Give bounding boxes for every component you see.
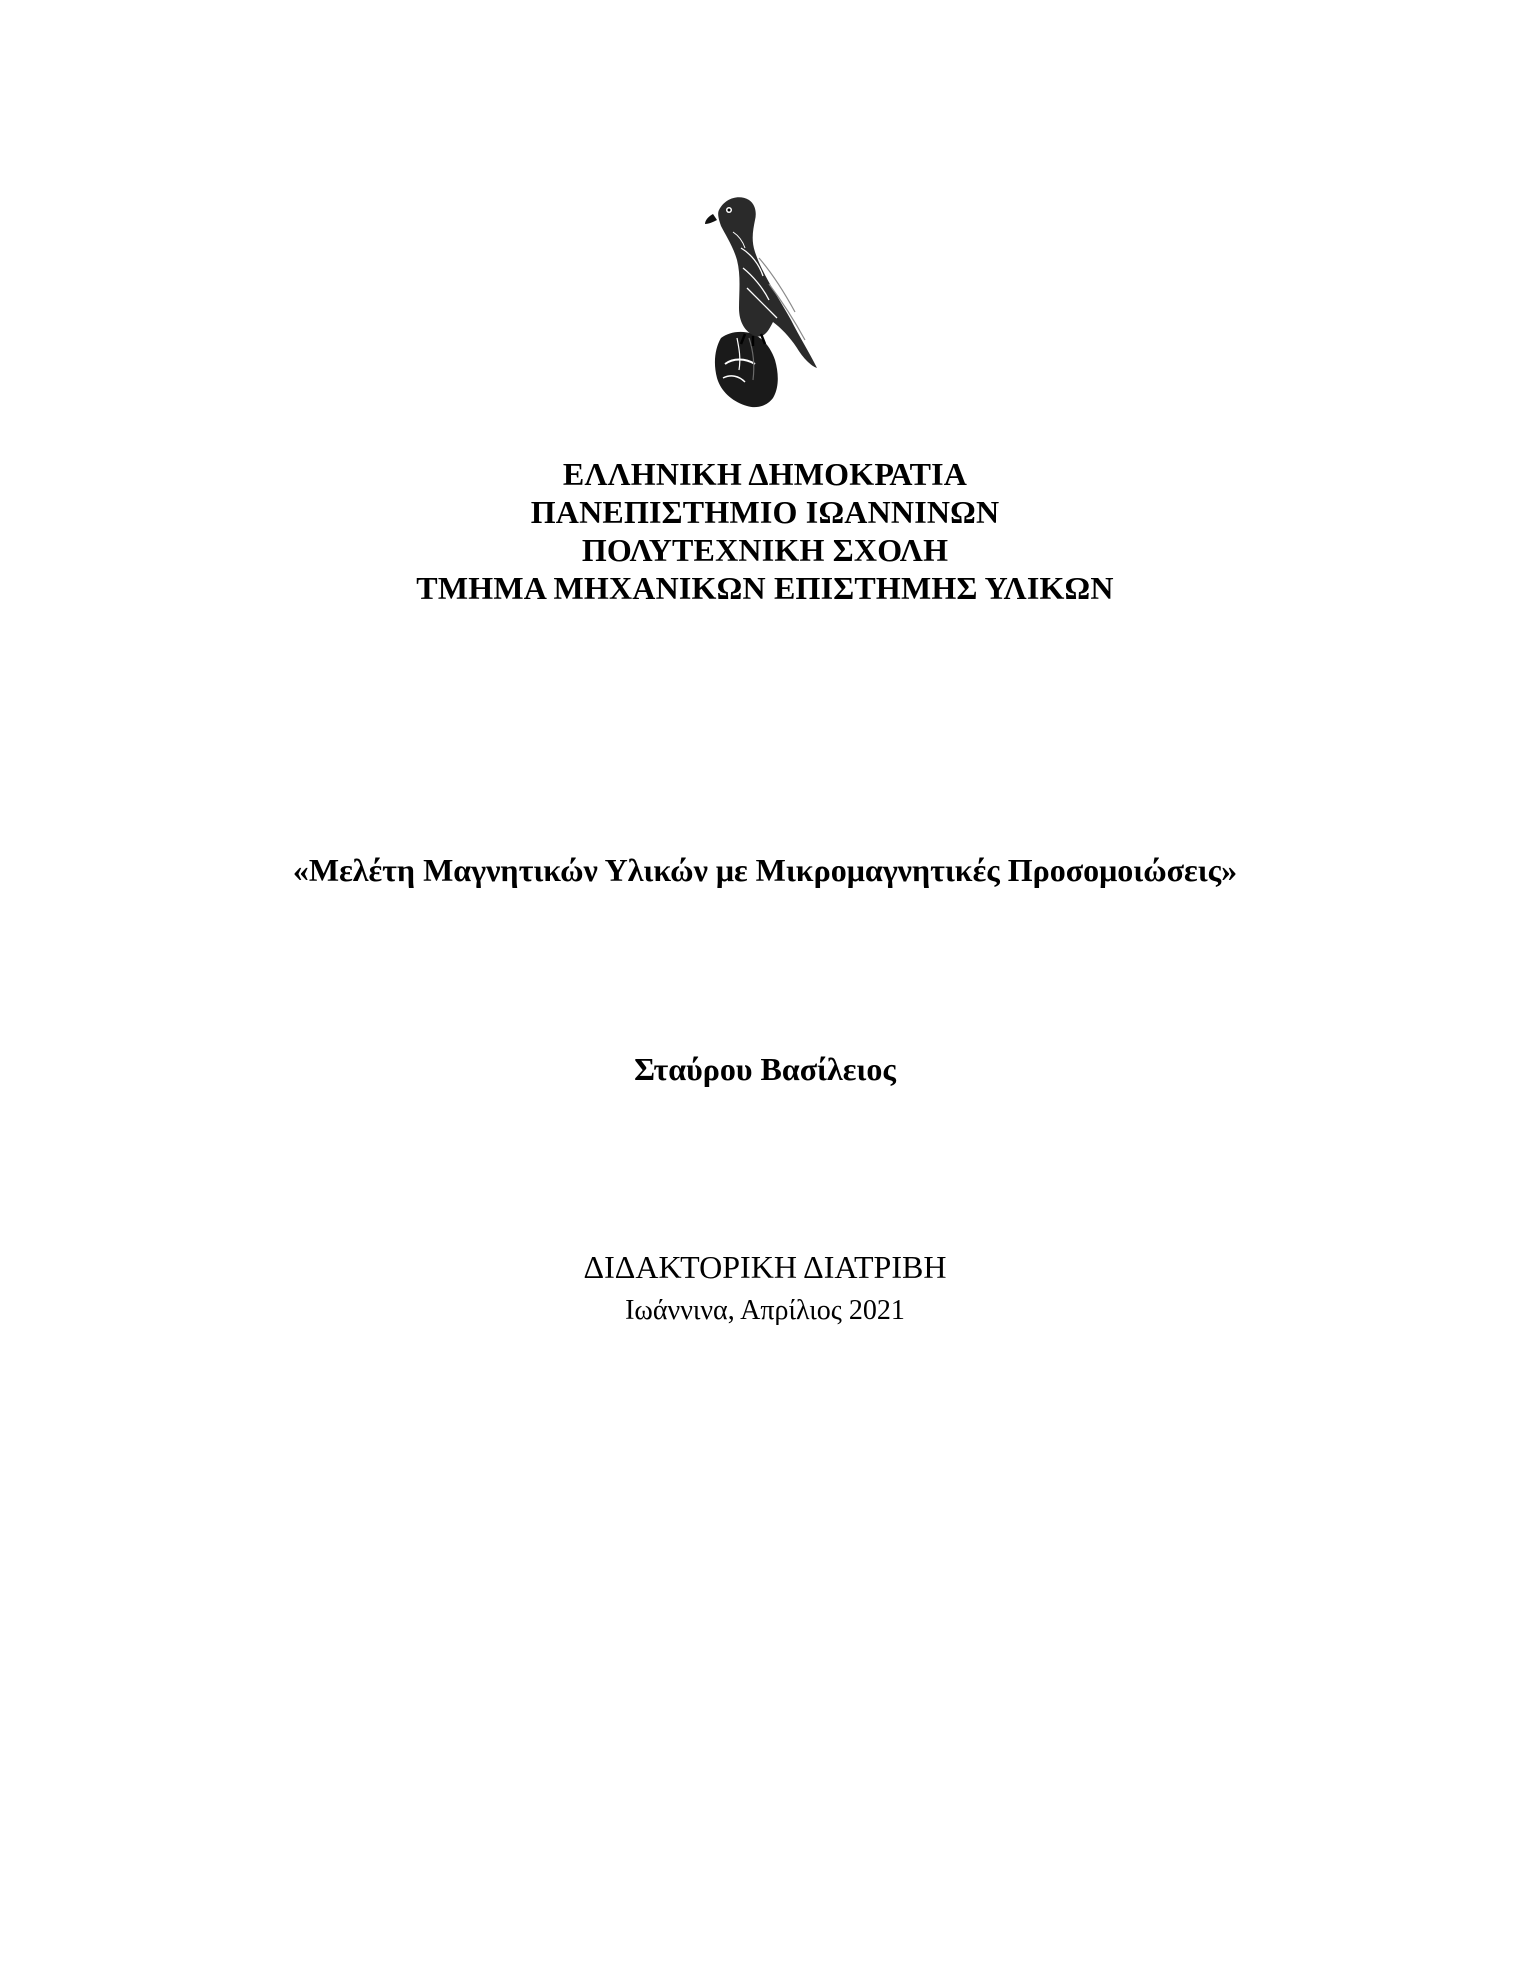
department-name: ΤΜΗΜΑ ΜΗΧΑΝΙΚΩΝ ΕΠΙΣΤΗΜΗΣ ΥΛΙΚΩΝ: [416, 570, 1114, 606]
university-name: ΠΑΝΕΠΙΣΤΗΜΙΟ ΙΩΑΝΝΙΝΩΝ: [530, 494, 1000, 530]
thesis-title: «Μελέτη Μαγνητικών Υλικών με Μικρομαγνητικές Προσομοιώσεις»: [292, 852, 1238, 888]
country-name: ΕΛΛΗΝΙΚΗ ΔΗΜΟΚΡΑΤΙΑ: [562, 456, 968, 492]
degree-type: ΔΙΔΑΚΤΟΡΙΚΗ ΔΙΑΤΡΙΒΗ: [583, 1249, 947, 1285]
place-date: Ιωάννινα, Απρίλιος 2021: [625, 1295, 905, 1326]
institution-heading: [0, 455, 1530, 607]
eagle-on-helmet-emblem-icon: [693, 188, 825, 410]
author-name: Σταύρου Βασίλειος: [634, 1051, 896, 1087]
school-name: ΠΟΛΥΤΕΧΝΙΚΗ ΣΧΟΛΗ: [581, 532, 949, 568]
